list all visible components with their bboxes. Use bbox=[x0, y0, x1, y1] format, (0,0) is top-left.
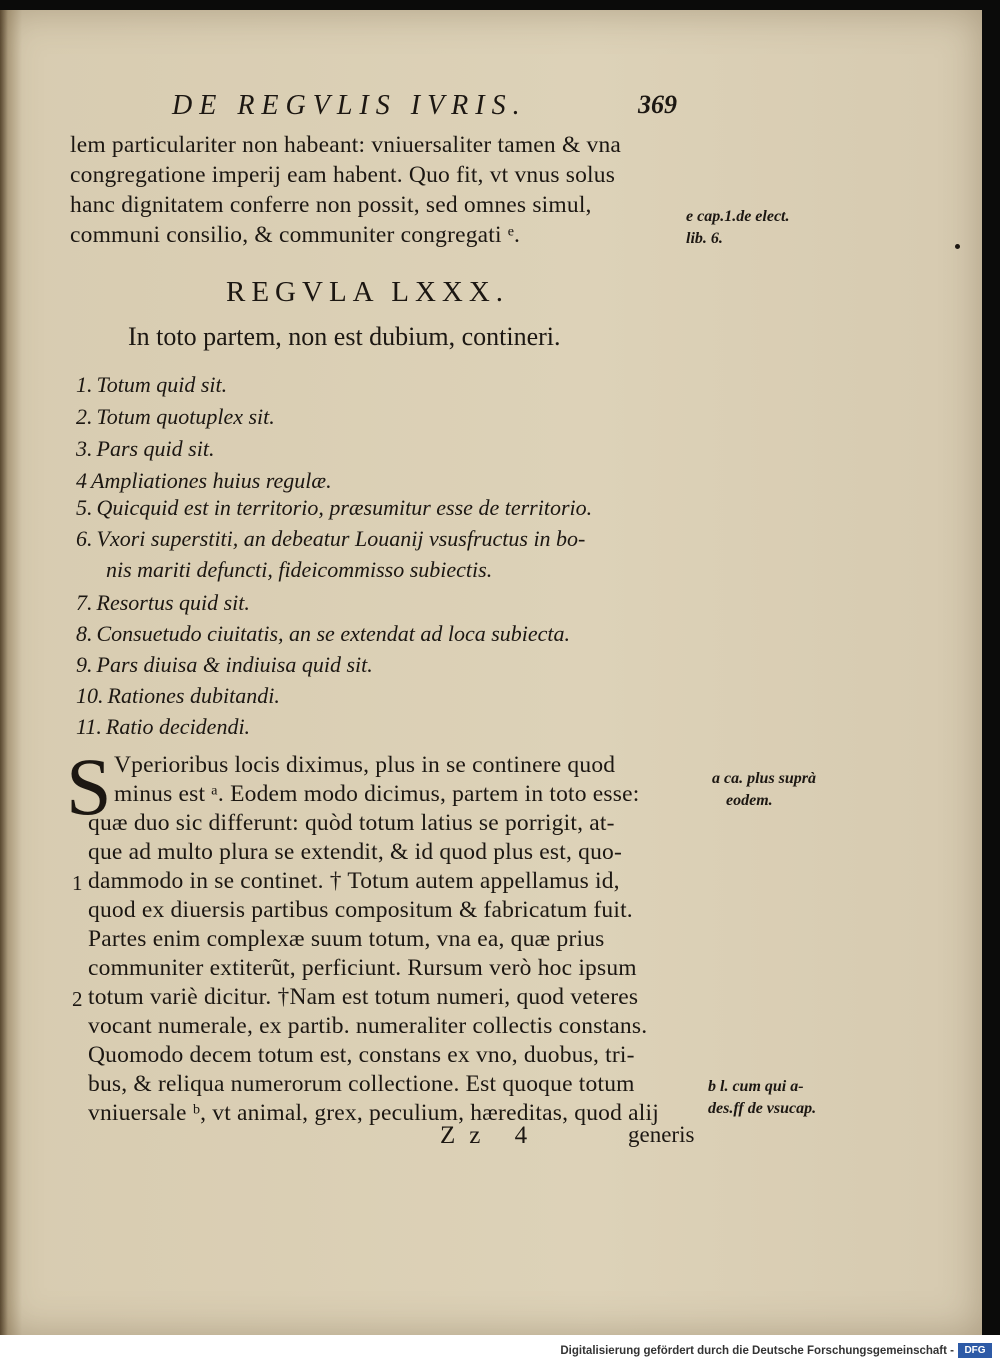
toc-item bbox=[76, 590, 250, 616]
book-page bbox=[0, 10, 982, 1335]
toc-text: Pars quid sit. bbox=[96, 436, 215, 461]
toc-number: 3. bbox=[76, 436, 93, 461]
toc-number: 8. bbox=[76, 621, 93, 646]
toc-item bbox=[76, 652, 373, 678]
toc-item bbox=[76, 468, 332, 494]
toc-number: 5. bbox=[76, 495, 93, 520]
body-line: quæ duo sic differunt: quòd totum latius se porrigit, at- bbox=[88, 810, 615, 836]
drop-capital: S bbox=[66, 741, 112, 832]
toc-text: Consuetudo ciuitatis, an se extendat ad loca subiecta. bbox=[96, 621, 571, 646]
paragraph-marker: 2 bbox=[72, 987, 83, 1011]
toc-text: Totum quotuplex sit. bbox=[96, 404, 275, 429]
toc-item bbox=[76, 621, 570, 647]
body-line: Quomodo decem totum est, constans ex vno, duobus, tri- bbox=[88, 1042, 635, 1068]
body-line: vocant numerale, ex partib. numeraliter collectis constans. bbox=[88, 1013, 648, 1039]
toc-item bbox=[76, 372, 227, 398]
page-number: 369 bbox=[638, 90, 677, 119]
toc-item bbox=[76, 683, 280, 709]
toc-text: Vxori superstiti, an debeatur Louanij vsusfructus in bo- bbox=[96, 526, 586, 551]
margin-note-b: b l. cum qui a- bbox=[708, 1078, 804, 1095]
dfg-logo-icon: DFG bbox=[958, 1343, 992, 1358]
toc-number: 2. bbox=[76, 404, 93, 429]
intro-line: congregatione imperij eam habent. Quo fit, vt vnus solus bbox=[70, 162, 616, 188]
toc-number: 4 bbox=[76, 468, 87, 493]
body-line: totum variè dicitur. †Nam est totum numeri, quod veteres bbox=[88, 984, 639, 1010]
rule-title: REGVLA LXXX. bbox=[226, 276, 510, 308]
toc-number: 1. bbox=[76, 372, 93, 397]
ink-dot bbox=[955, 244, 960, 249]
toc-text: Ratio decidendi. bbox=[105, 714, 251, 739]
toc-item bbox=[76, 495, 592, 521]
body-line: quod ex diuersis partibus compositum & fabricatum fuit. bbox=[88, 897, 633, 923]
toc-text: Pars diuisa & indiuisa quid sit. bbox=[96, 652, 373, 677]
margin-note-e: e cap.1.de elect. bbox=[686, 208, 790, 225]
margin-note-e-cont: lib. 6. bbox=[686, 230, 723, 247]
toc-item bbox=[76, 714, 250, 740]
toc-number: 6. bbox=[76, 526, 93, 551]
intro-line: hanc dignitatem conferre non possit, sed omnes simul, bbox=[70, 192, 592, 218]
body-line: dammodo in se continet. † Totum autem appellamus id, bbox=[88, 868, 620, 894]
margin-note-a: a ca. plus suprà bbox=[712, 770, 817, 787]
toc-number: 9. bbox=[76, 652, 93, 677]
toc-text: Totum quid sit. bbox=[96, 372, 228, 397]
signature-mark: Zz 4 bbox=[440, 1122, 542, 1149]
intro-line: communi consilio, & communiter congregati ᵉ. bbox=[70, 222, 521, 248]
catchword: generis bbox=[628, 1122, 695, 1147]
toc-number: 7. bbox=[76, 590, 93, 615]
toc-text: nis mariti defuncti, fideicommisso subiectis. bbox=[106, 557, 493, 582]
toc-item-continued bbox=[106, 557, 492, 583]
toc-text: Rationes dubitandi. bbox=[107, 683, 280, 708]
footer-credit: Digitalisierung gefördert durch die Deutsche Forschungsgemeinschaft - bbox=[560, 1345, 954, 1357]
toc-text: Quicquid est in territorio, præsumitur esse de territorio. bbox=[96, 495, 593, 520]
intro-line: lem particulariter non habeant: vniuersaliter tamen & vna bbox=[70, 132, 622, 158]
body-line: que ad multo plura se extendit, & id quod plus est, quo- bbox=[88, 839, 622, 865]
toc-item bbox=[76, 526, 585, 552]
margin-note-b-cont: des.ff de vsucap. bbox=[708, 1100, 817, 1117]
toc-number: 10. bbox=[76, 683, 104, 708]
body-line: bus, & reliqua numerorum collectione. Est quoque totum bbox=[88, 1071, 635, 1097]
body-line: communiter extiterũt, perficiunt. Rursum verò hoc ipsum bbox=[88, 955, 637, 981]
body-line: Vperioribus locis diximus, plus in se continere quod bbox=[114, 752, 616, 778]
body-line: vniuersale ᵇ, vt animal, grex, peculium, hæreditas, quod alij bbox=[88, 1100, 659, 1126]
rule-subtitle: In toto partem, non est dubium, contineri. bbox=[128, 322, 561, 351]
digitization-footer bbox=[0, 1335, 1000, 1365]
paragraph-marker: 1 bbox=[72, 871, 83, 895]
toc-item bbox=[76, 404, 275, 430]
body-line: Partes enim complexæ suum totum, vna ea, quæ prius bbox=[88, 926, 605, 952]
body-line: minus est ᵃ. Eodem modo dicimus, partem in toto esse: bbox=[114, 781, 640, 807]
toc-text: Ampliationes huius regulæ. bbox=[91, 468, 332, 493]
toc-text: Resortus quid sit. bbox=[96, 590, 250, 615]
toc-number: 11. bbox=[76, 714, 102, 739]
running-header: DE REGVLIS IVRIS. bbox=[172, 90, 527, 121]
margin-note-a-cont: eodem. bbox=[726, 792, 773, 809]
toc-item bbox=[76, 436, 214, 462]
